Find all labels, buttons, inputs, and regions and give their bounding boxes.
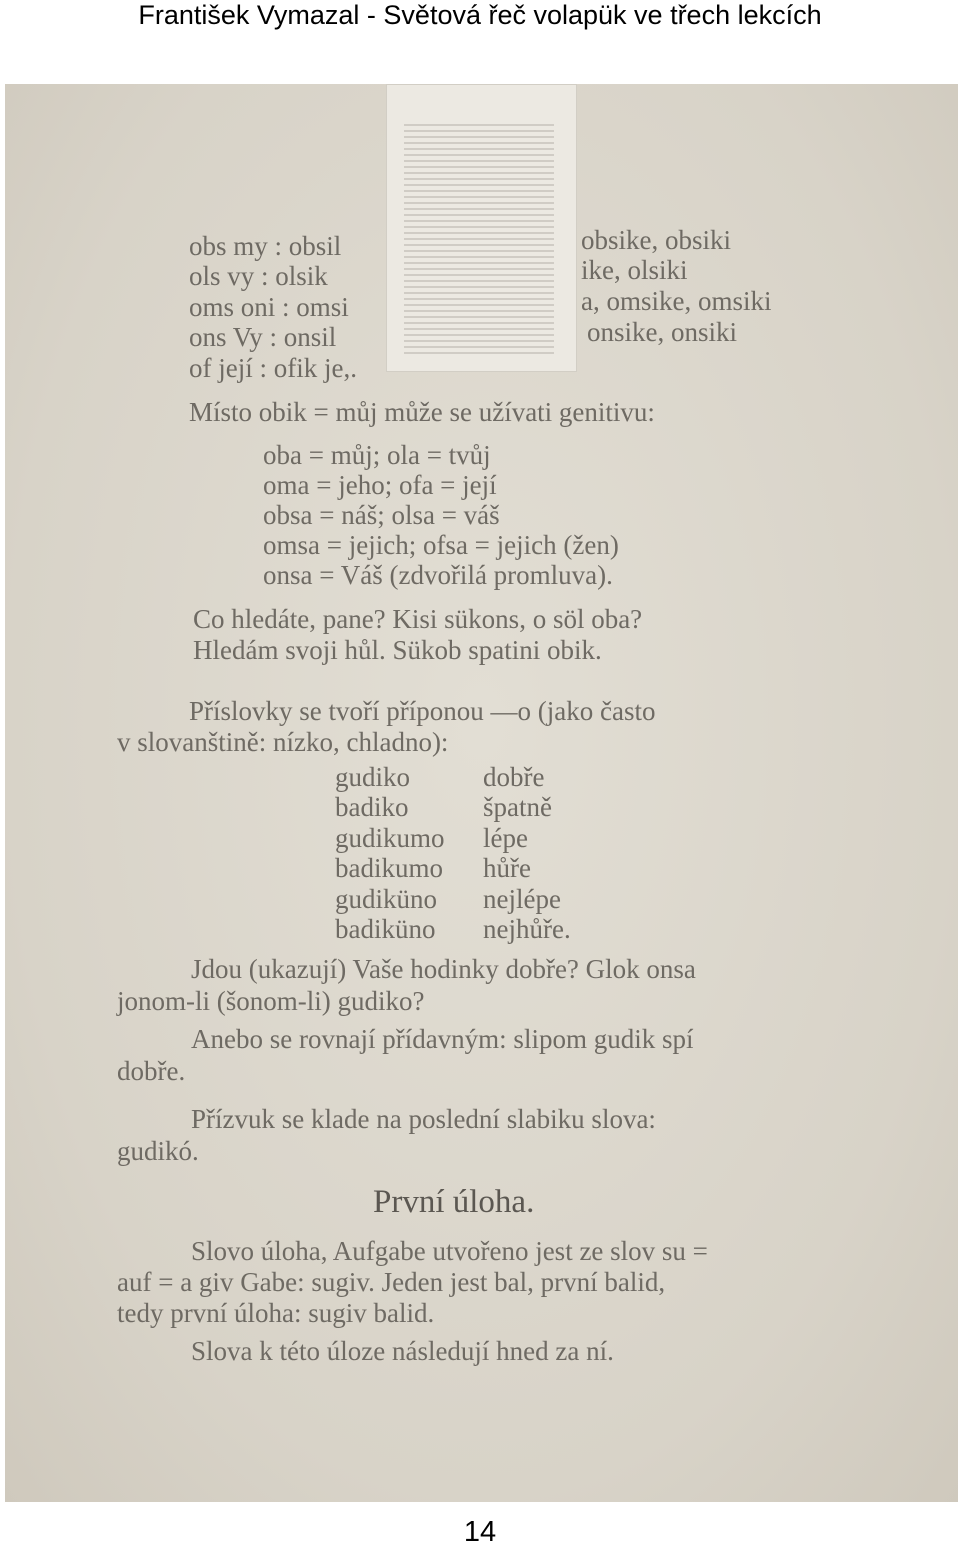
adverb-meaning: nejhůře. — [483, 914, 571, 944]
pronoun-line-left: ons Vy : onsil — [189, 322, 337, 352]
genitive-intro: Místo obik = můj může se užívati genitivu: — [189, 397, 655, 427]
genitive-item: obsa = náš; olsa = váš — [263, 500, 500, 530]
adverb-meaning: dobře — [483, 762, 545, 792]
adverbs-intro — [189, 696, 655, 726]
adverb-meaning: špatně — [483, 792, 552, 822]
adverb-row — [335, 823, 528, 853]
adverb-word: badikumo — [335, 853, 443, 883]
adverb-word: gudikumo — [335, 823, 445, 853]
overlay-patch — [386, 84, 577, 372]
scanned-page — [5, 84, 958, 1502]
lesson-heading: První úloha. — [373, 1184, 535, 1220]
pronoun-line-left: oms oni : omsi — [189, 292, 349, 322]
accent-paragraph — [191, 1104, 656, 1134]
lesson-paragraph-line: auf = a giv Gabe: sugiv. Jeden jest bal, první balid, — [117, 1267, 666, 1297]
adverb-meaning: lépe — [483, 823, 528, 853]
page-number: 14 — [463, 1516, 497, 1548]
pronoun-line-right: obsike, obsiki — [581, 225, 732, 255]
genitive-item: omsa = jejich; ofsa = jejich (žen) — [263, 530, 619, 560]
adverb-row — [335, 884, 561, 914]
pronoun-line-right: onsike, onsiki — [587, 317, 738, 347]
adjective-paragraph-line1: Anebo se rovnají přídavným: slipom gudik spí — [191, 1024, 694, 1054]
lesson-paragraph-line: tedy první úloha: sugiv balid. — [117, 1298, 435, 1328]
genitive-item: onsa = Váš (zdvořilá promluva). — [263, 560, 613, 590]
dialogue-line: Co hledáte, pane? Kisi sükons, o söl oba? — [193, 604, 643, 634]
genitive-item: oma = jeho; ofa = její — [263, 470, 497, 500]
adverbs-intro-rest: se tvoří příponou —o (jako často — [292, 696, 656, 726]
adverb-meaning: hůře — [483, 853, 531, 883]
adverb-word: gudiküno — [335, 884, 438, 914]
adverb-row — [335, 762, 545, 792]
adverb-row — [335, 914, 571, 944]
adverb-row — [335, 853, 531, 883]
document-header: František Vymazal - Světová řeč volapük ve třech lekcích — [138, 0, 822, 30]
clock-paragraph-line2: jonom-li (šonom-li) gudiko? — [117, 986, 425, 1016]
adverb-meaning: nejlépe — [483, 884, 561, 914]
accent-paragraph-line2: gudikó. — [117, 1136, 199, 1166]
clock-paragraph-line1: Jdou (ukazují) Vaše hodinky dobře? Glok onsa — [191, 954, 696, 984]
lesson-paragraph-line: Slova k této úloze následují hned za ní. — [191, 1336, 614, 1366]
pronoun-line-right: ike, olsiki — [581, 255, 688, 285]
dialogue-line: Hledám svoji hůl. Sükob spatini obik. — [193, 635, 602, 665]
adjective-paragraph-line2: dobře. — [117, 1056, 186, 1086]
accent-rest: se klade na poslední slabiku slova: — [275, 1104, 656, 1134]
adverb-word: badiko — [335, 792, 409, 822]
adverb-row — [335, 792, 552, 822]
lesson-paragraph-line: Slovo úloha, Aufgabe utvořeno jest ze slov su = — [191, 1236, 708, 1266]
pronoun-line-right: a, omsike, omsiki — [581, 286, 772, 316]
pronoun-line-left: obs my : obsil — [189, 231, 342, 261]
pronoun-line-left: of její : ofik je,. — [189, 353, 357, 383]
adverbs-term: Příslovky — [189, 696, 293, 726]
genitive-item: oba = můj; ola = tvůj — [263, 440, 491, 470]
adverb-word: gudiko — [335, 762, 411, 792]
accent-term: Přízvuk — [191, 1104, 275, 1134]
adverb-word: badiküno — [335, 914, 436, 944]
adverbs-intro-line2: v slovanštině: nízko, chladno): — [117, 727, 449, 757]
pronoun-line-left: ols vy : olsik — [189, 261, 328, 291]
